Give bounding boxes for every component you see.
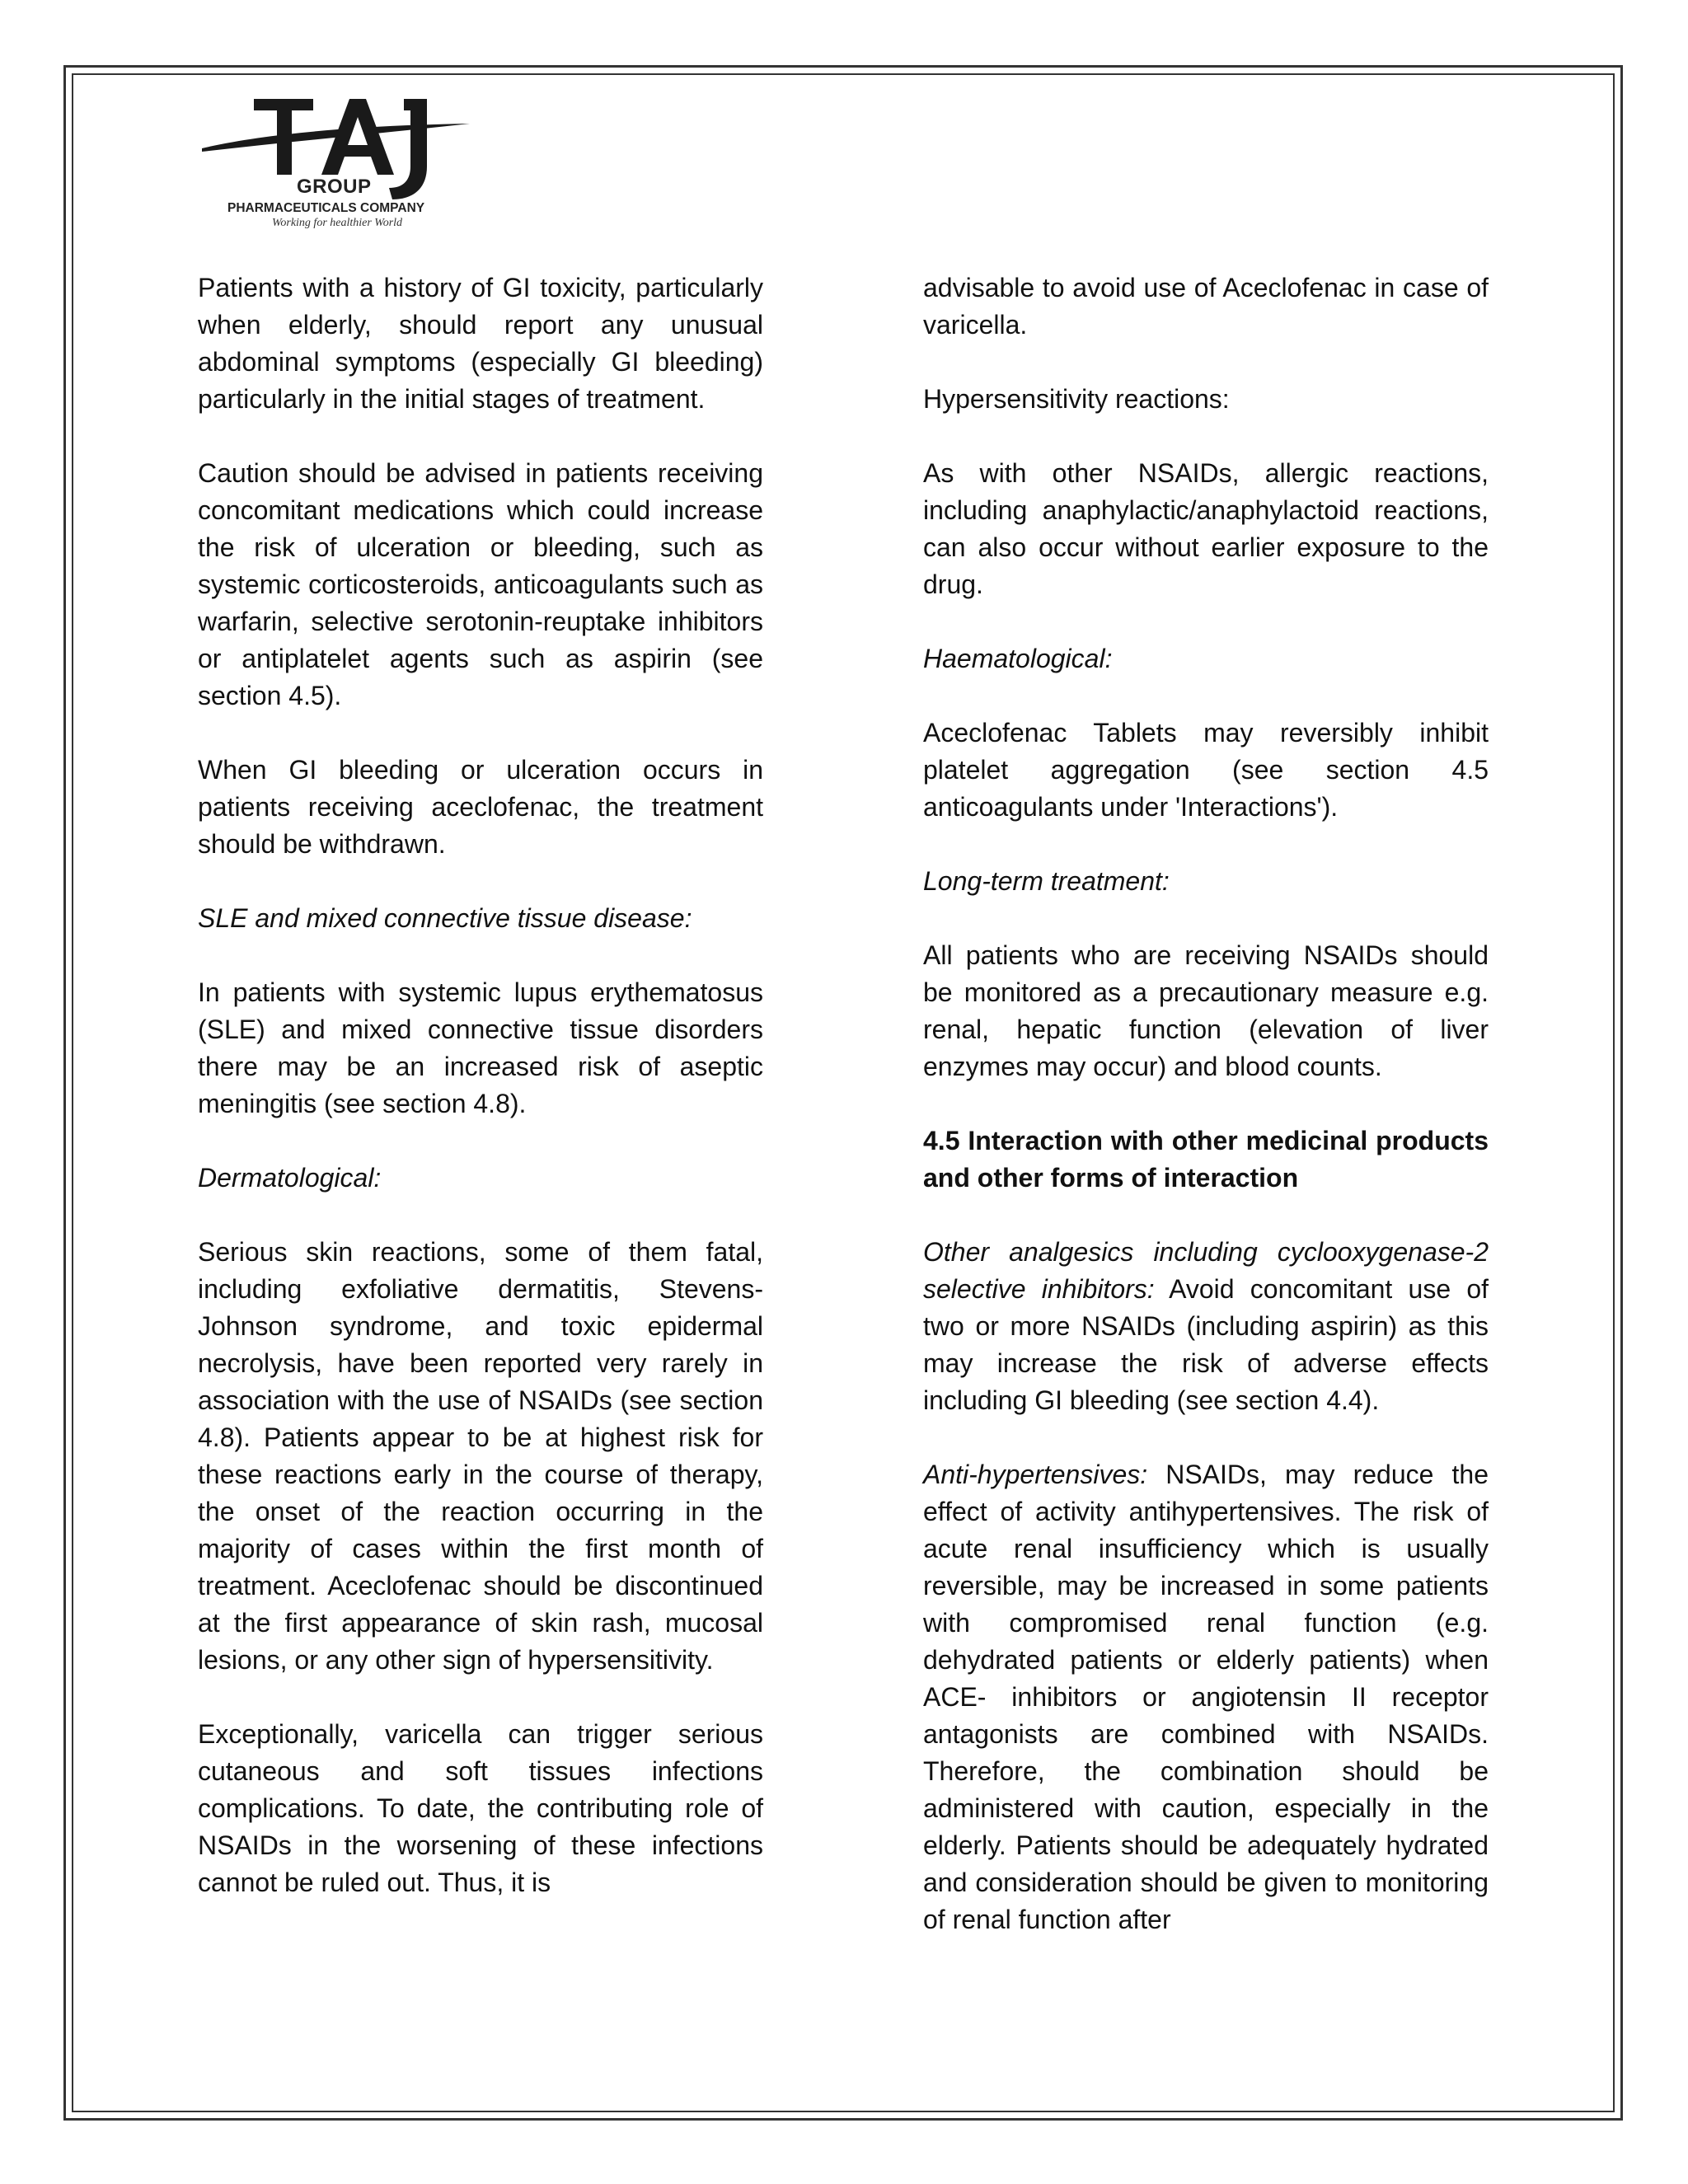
paragraph-gi-toxicity: Patients with a history of GI toxicity, particularly when elderly, should report any unusual abdominal symptoms (especially GI bleeding) particularly in the initial stages of treatment.: [198, 273, 763, 414]
paragraph-sle: In patients with systemic lupus erythematosus (SLE) and mixed connective tissue disorders there may be an increased risk of aseptic meningitis (see section 4.8).: [198, 977, 763, 1118]
body-other-analgesics: Avoid concomitant use of two or more NSAIDs (including aspirin) as this may increase the risk of adverse effects including GI bleeding (see section 4.4).: [923, 1274, 1489, 1415]
left-column: [198, 269, 763, 1901]
paragraph-skin-reactions: Serious skin reactions, some of them fatal, including exfoliative dermatitis, Stevens-Johnson syndrome, and toxic epidermal necrolysis, have been reported very rarely in association with the use of NSAIDs (see section 4.8). Patients appear to be at highest risk for these reactions early in the course of therapy, the onset of the reaction occurring in the majority of cases within the first month of treatment. Aceclofenac should be discontinued at the first appearance of skin rash, mucosal lesions, or any other sign of hypersensitivity.: [198, 1237, 763, 1675]
lead-other-analgesics: Other analgesics including cyclooxygenase-2 selective inhibitors:: [923, 1237, 1489, 1304]
heading-section-4-5: 4.5 Interaction with other medicinal products and other forms of interaction: [923, 1126, 1489, 1193]
body-anti-hypertensives: NSAIDs, may reduce the effect of activity antihypertensives. The risk of acute renal insufficiency which is usually reversible, may be increased in some patients with compromised renal function (e.g. dehydrated patients or elderly patients) when ACE- inhibitors or angiotensin II receptor antagonists are combined with NSAIDs. Therefore, the combination should be administered with caution, especially in the elderly. Patients should be adequately hydrated and consideration should be given to monitoring of renal function after: [923, 1460, 1489, 1934]
logo-letter-j: [389, 99, 427, 199]
paragraph-varicella: Exceptionally, varicella can trigger serious cutaneous and soft tissues infections complications. To date, the contributing role of NSAIDs in the worsening of these infections cannot be ruled out. Thus, it is: [198, 1719, 763, 1897]
paragraph-varicella-continued: advisable to avoid use of Aceclofenac in case of varicella.: [923, 273, 1489, 340]
logo-group-text: GROUP: [297, 176, 372, 198]
paragraph-platelet: Aceclofenac Tablets may reversibly inhibit platelet aggregation (see section 4.5 anticoagulants under 'Interactions').: [923, 718, 1489, 822]
heading-sle: SLE and mixed connective tissue disease:: [198, 903, 692, 933]
heading-haematological: Haematological:: [923, 644, 1113, 673]
paragraph-monitoring: All patients who are receiving NSAIDs should be monitored as a precautionary measure e.g. renal, hepatic function (elevation of liver enzymes may occur) and blood counts.: [923, 940, 1489, 1081]
paragraph-caution-concomitant: Caution should be advised in patients receiving concomitant medications which could increase the risk of ulceration or bleeding, such as systemic corticosteroids, anticoagulants such as warfarin, selective serotonin-reuptake inhibitors or antiplatelet agents such as aspirin (see section 4.5).: [198, 458, 763, 710]
paragraph-allergic-reactions: As with other NSAIDs, allergic reactions, including anaphylactic/anaphylactoid reactions, can also occur without earlier exposure to the drug.: [923, 458, 1489, 599]
heading-long-term: Long-term treatment:: [923, 866, 1170, 896]
lead-anti-hypertensives: Anti-hypertensives:: [923, 1460, 1148, 1489]
right-column: [923, 269, 1489, 1938]
logo-letter-t-stem: [277, 99, 292, 175]
logo-company-text: PHARMACEUTICALS COMPANY: [227, 201, 425, 215]
paragraph-anti-hypertensives: [923, 1456, 1489, 1938]
heading-hypersensitivity: Hypersensitivity reactions:: [923, 384, 1230, 414]
paragraph-gi-bleeding: When GI bleeding or ulceration occurs in patients receiving aceclofenac, the treatment should be withdrawn.: [198, 755, 763, 859]
logo-tagline-text: Working for healthier World: [272, 217, 403, 229]
heading-dermatological: Dermatological:: [198, 1163, 382, 1193]
paragraph-other-analgesics: [923, 1234, 1489, 1419]
